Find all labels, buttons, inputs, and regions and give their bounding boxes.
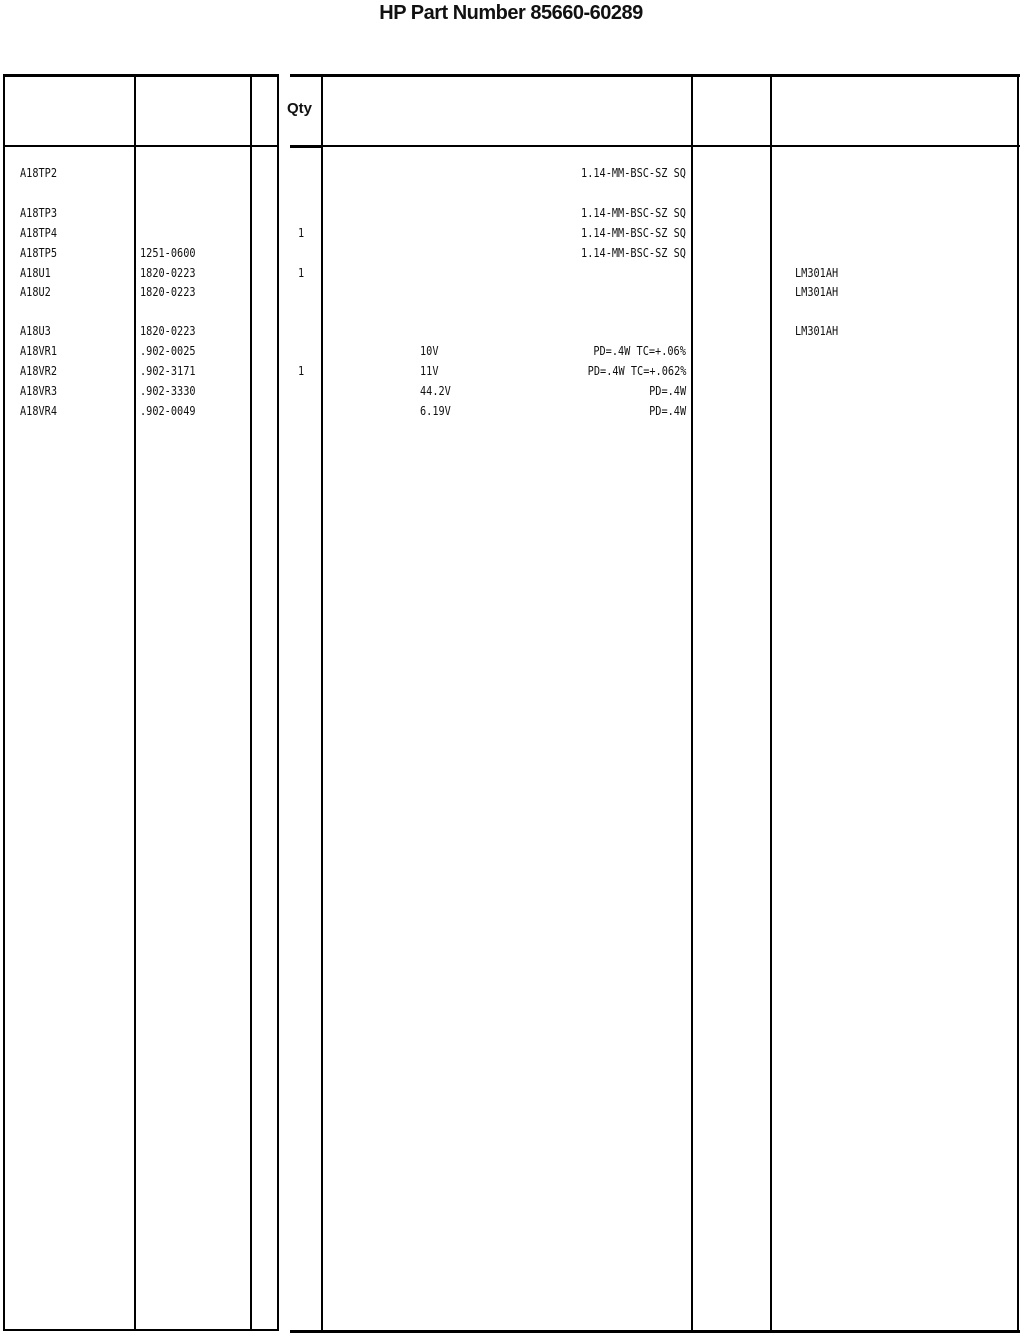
part-number: 1820-0223 bbox=[140, 284, 196, 299]
value: 10V bbox=[420, 343, 439, 358]
description: 1.14-MM-BSC-SZ SQ bbox=[581, 245, 686, 260]
reference-designator: A18TP4 bbox=[20, 225, 58, 240]
part-number: 1820-0223 bbox=[140, 265, 196, 280]
page-title: HP Part Number 85660-60289 bbox=[379, 2, 643, 24]
mfr-part-number: LM301AH bbox=[795, 265, 839, 280]
quantity: 1 bbox=[298, 265, 305, 280]
part-number: .902-0025 bbox=[140, 343, 196, 358]
description: 1.14-MM-BSC-SZ SQ bbox=[581, 205, 686, 220]
description: PD=.4W bbox=[648, 403, 686, 418]
part-number: 1820-0223 bbox=[140, 323, 196, 338]
reference-designator: A18VR3 bbox=[20, 383, 58, 398]
reference-designator: A18VR4 bbox=[20, 403, 58, 418]
col-line-1 bbox=[134, 74, 136, 1331]
table-bottom-border-right bbox=[290, 1330, 1020, 1333]
reference-designator: A18U2 bbox=[20, 284, 51, 299]
reference-designator: A18U3 bbox=[20, 323, 51, 338]
quantity: 1 bbox=[298, 363, 305, 378]
header-divider-left bbox=[3, 145, 279, 147]
col-line-4 bbox=[321, 74, 323, 1333]
reference-designator: A18TP5 bbox=[20, 245, 58, 260]
header-divider-qty bbox=[290, 145, 322, 148]
value: 11V bbox=[420, 363, 439, 378]
reference-designator: A18VR2 bbox=[20, 363, 58, 378]
part-number: .902-3330 bbox=[140, 383, 196, 398]
reference-designator: A18U1 bbox=[20, 265, 51, 280]
col-line-2 bbox=[250, 74, 252, 1331]
reference-designator: A18VR1 bbox=[20, 343, 58, 358]
col-line-3 bbox=[277, 74, 279, 1331]
col-line-6 bbox=[770, 74, 772, 1333]
part-number: .902-0049 bbox=[140, 403, 196, 418]
description: PD=.4W TC=+.06% bbox=[593, 343, 686, 358]
part-number: 1251-0600 bbox=[140, 245, 196, 260]
col-line-7 bbox=[1017, 74, 1019, 1333]
mfr-part-number: LM301AH bbox=[795, 284, 839, 299]
reference-designator: A18TP3 bbox=[20, 205, 58, 220]
col-line-0 bbox=[3, 74, 5, 1331]
table-bottom-border-left bbox=[3, 1329, 279, 1331]
header-divider-right bbox=[322, 145, 1020, 147]
description: PD=.4W bbox=[648, 383, 686, 398]
reference-designator: A18TP2 bbox=[20, 165, 58, 180]
value: 6.19V bbox=[420, 403, 451, 418]
description: PD=.4W TC=+.062% bbox=[587, 363, 686, 378]
qty-header: Qty bbox=[287, 100, 313, 117]
quantity: 1 bbox=[298, 225, 305, 240]
value: 44.2V bbox=[420, 383, 451, 398]
description: 1.14-MM-BSC-SZ SQ bbox=[581, 225, 686, 240]
qty-header-clip bbox=[287, 100, 321, 122]
table-top-border-right bbox=[290, 74, 1020, 77]
mfr-part-number: LM301AH bbox=[795, 323, 839, 338]
col-line-5 bbox=[691, 74, 693, 1333]
table-top-border-left bbox=[3, 74, 279, 77]
part-number: .902-3171 bbox=[140, 363, 196, 378]
description: 1.14-MM-BSC-SZ SQ bbox=[581, 165, 686, 180]
